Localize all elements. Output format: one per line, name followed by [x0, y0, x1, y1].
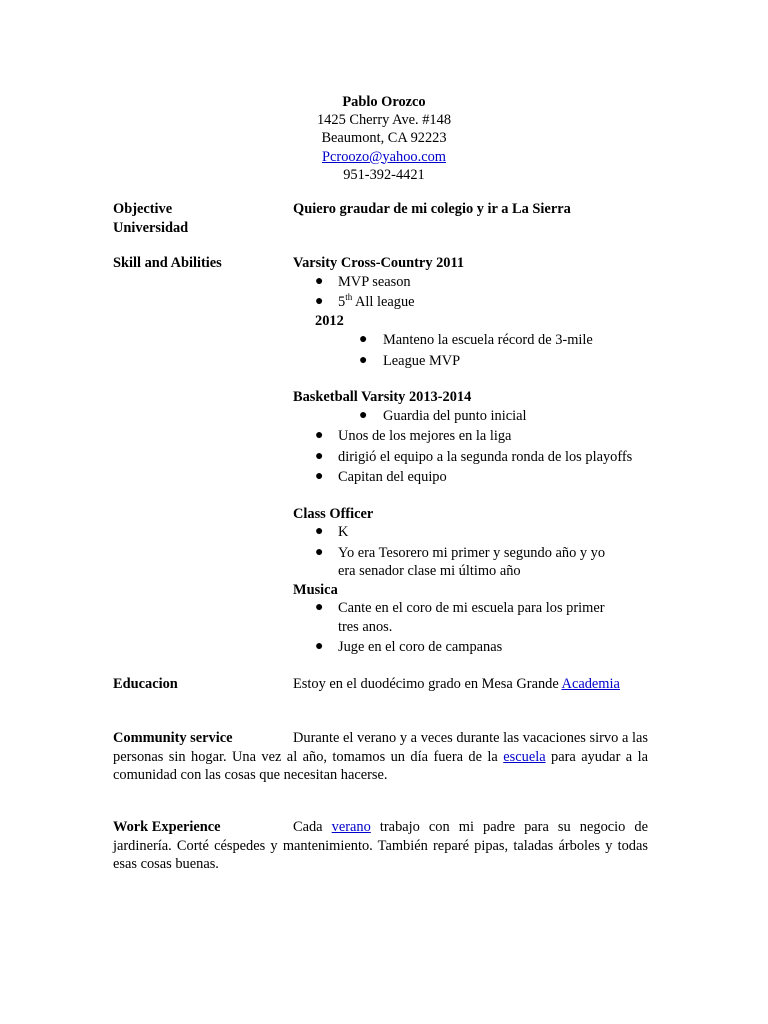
- basketball-heading: Basketball Varsity 2013-2014: [293, 389, 472, 405]
- list-item: ● MVP season: [315, 273, 411, 290]
- list-item: ● Juge en el coro de campanas: [315, 639, 503, 655]
- phone-number: 951-392-4421: [343, 166, 425, 183]
- skills-content: [293, 254, 653, 657]
- basketball-list: [293, 407, 653, 487]
- education-text: Estoy en el duodécimo grado en Mesa Grande Academia: [293, 676, 620, 692]
- escuela-link[interactable]: escuela: [503, 748, 546, 765]
- bullet-icon: ●: [315, 544, 324, 560]
- objective-label: Objective: [113, 201, 173, 217]
- cross-country-year-2012: 2012: [315, 312, 344, 329]
- list-item: ● 5th All league: [315, 292, 415, 310]
- bullet-icon: ●: [315, 448, 324, 464]
- bullet-icon: ●: [359, 407, 368, 423]
- contact-header: [0, 93, 768, 184]
- email-link[interactable]: Pcroozo@yahoo.com: [322, 148, 446, 165]
- list-item: ● Manteno la escuela récord de 3-mile: [359, 332, 593, 348]
- cross-country-list: [293, 273, 653, 312]
- bullet-icon: ●: [359, 332, 368, 347]
- address-line-2: Beaumont, CA 92223: [321, 130, 447, 147]
- address-line-1: 1425 Cherry Ave. #148: [316, 112, 452, 129]
- bullet-icon: ●: [315, 294, 324, 309]
- musica-list: [293, 599, 653, 657]
- bullet-icon: ●: [359, 352, 368, 368]
- skills-label: Skill and Abilities: [113, 255, 222, 271]
- objective-label-continued: Universidad: [113, 219, 189, 236]
- bullet-icon: ●: [315, 469, 324, 484]
- community-service-section: Community service Durante el verano y a veces durante las vacaciones sirvo a las personas sin hogar. Una vez al año, tomamos un día fuera de la escuela para ayudar a la comunidad con las cosas que necesitan hacerse.: [113, 730, 648, 783]
- work-experience-section: Work Experience Cada verano trabajo con mi padre para su negocio de jardinería. Corté céspedes y mantenimiento. También reparé pipas, taladas árboles y todas esas cosas buenas.: [113, 819, 649, 872]
- list-item: ● K: [315, 524, 349, 540]
- class-officer-list: [293, 523, 653, 581]
- bullet-icon: ●: [315, 428, 324, 443]
- list-item: ● Yo era Tesorero mi primer y segundo año y yo era senador clase mi último año: [315, 544, 606, 579]
- bullet-icon: ●: [315, 639, 324, 654]
- list-item: ● Unos de los mejores en la liga: [315, 428, 512, 444]
- list-item: ● dirigió el equipo a la segunda ronda de los playoffs: [315, 448, 633, 465]
- academia-link[interactable]: Academia: [561, 676, 620, 692]
- work-experience-label: Work Experience: [113, 819, 221, 835]
- list-item: ● Cante en el coro de mi escuela para los primer tres anos.: [315, 600, 605, 635]
- musica-heading: Musica: [293, 581, 338, 598]
- cross-country-2012-list: [293, 331, 653, 370]
- objective-text: Quiero graudar de mi colegio y ir a La Sierra: [293, 201, 571, 217]
- class-officer-heading: Class Officer: [293, 505, 374, 522]
- community-service-label: Community service: [113, 730, 233, 746]
- education-label: Educacion: [113, 676, 178, 692]
- bullet-icon: ●: [315, 273, 324, 289]
- list-item: ● Guardia del punto inicial: [359, 407, 527, 424]
- bullet-icon: ●: [315, 524, 324, 539]
- applicant-name: Pablo Orozco: [342, 94, 426, 110]
- verano-link[interactable]: verano: [331, 819, 371, 835]
- list-item: ● Capitan del equipo: [315, 469, 447, 485]
- cross-country-heading: Varsity Cross-Country 2011: [293, 255, 465, 271]
- list-item: ● League MVP: [359, 352, 461, 369]
- bullet-icon: ●: [315, 600, 324, 615]
